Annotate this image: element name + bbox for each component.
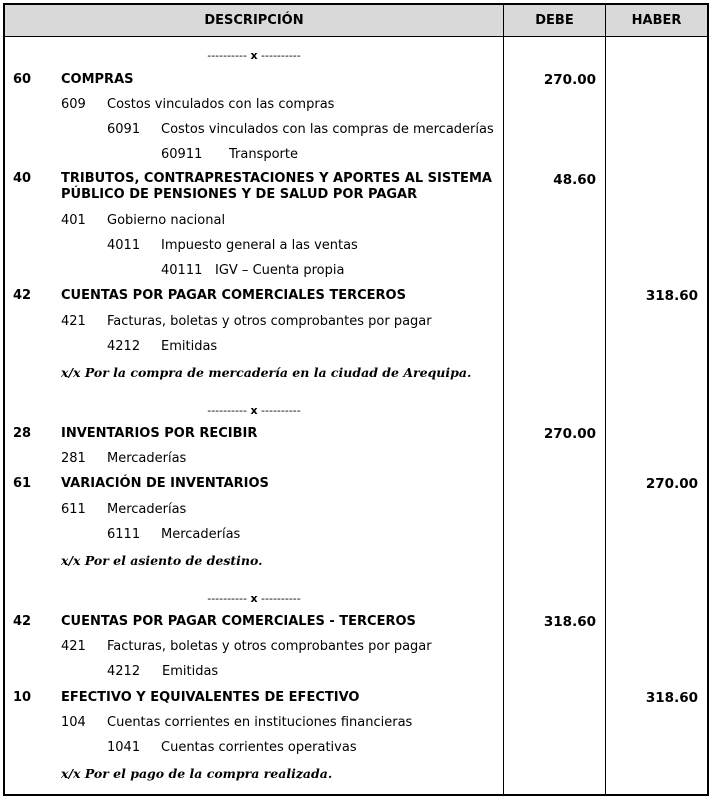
- account-name-line2: PÚBLICO DE PENSIONES Y DE SALUD POR PAGAR: [61, 187, 418, 202]
- journal-body: [5, 5, 707, 794]
- subaccount-name: Costos vinculados con las compras de mercaderías: [161, 122, 494, 137]
- account-code: 42: [13, 288, 32, 303]
- account-name: CUENTAS POR PAGAR COMERCIALES - TERCEROS: [61, 614, 416, 629]
- account-name: EFECTIVO Y EQUIVALENTES DE EFECTIVO: [61, 690, 360, 705]
- subaccount-code: 6111: [107, 527, 141, 542]
- subaccount-code: 401: [61, 213, 86, 228]
- subaccount-name: Facturas, boletas y otros comprobantes por pagar: [107, 639, 432, 654]
- subaccount-name: Mercaderías: [107, 502, 187, 517]
- account-name: INVENTARIOS POR RECIBIR: [61, 426, 258, 441]
- subaccount-name: Emitidas: [162, 664, 219, 679]
- subaccount-code: 104: [61, 715, 86, 730]
- header-haber: HABER: [631, 13, 682, 28]
- haber-amount: 318.60: [645, 690, 698, 706]
- subaccount-name: IGV – Cuenta propia: [215, 263, 345, 278]
- subaccount-code: 1041: [107, 740, 141, 755]
- debe-amount: 48.60: [553, 172, 596, 188]
- subaccount-name: Gobierno nacional: [107, 213, 226, 228]
- subaccount-code: 4212: [107, 664, 141, 679]
- account-name: VARIACIÓN DE INVENTARIOS: [61, 476, 269, 491]
- subaccount-name: Impuesto general a las ventas: [161, 238, 358, 253]
- subaccount-code: 611: [61, 502, 86, 517]
- subaccount-name: Transporte: [229, 147, 298, 162]
- account-code: 60: [13, 72, 32, 87]
- account-name: CUENTAS POR PAGAR COMERCIALES TERCEROS: [61, 288, 406, 303]
- header-debe: DEBE: [535, 13, 574, 28]
- subaccount-code: 421: [61, 639, 86, 654]
- subaccount-code: 40111: [161, 263, 203, 278]
- subaccount-name: Mercaderías: [161, 527, 241, 542]
- subaccount-code: 609: [61, 97, 86, 112]
- debe-amount: 270.00: [543, 426, 596, 442]
- debe-amount: 318.60: [543, 614, 596, 630]
- subaccount-code: 60911: [161, 147, 203, 162]
- debe-amount: 270.00: [543, 72, 596, 88]
- subaccount-name: Facturas, boletas y otros comprobantes por pagar: [107, 314, 432, 329]
- account-code: 28: [13, 426, 32, 441]
- account-code: 42: [13, 614, 32, 629]
- subaccount-code: 281: [61, 451, 86, 466]
- subaccount-name: Cuentas corrientes operativas: [161, 740, 357, 755]
- entry-gloss: x/x Por la compra de mercadería en la ciudad de Arequipa.: [61, 365, 472, 380]
- entry-gloss: x/x Por el pago de la compra realizada.: [61, 766, 333, 781]
- subaccount-name: Mercaderías: [107, 451, 187, 466]
- entry-separator: ---------- x ----------: [207, 592, 301, 605]
- subaccount-code: 6091: [107, 122, 141, 137]
- journal-table: [3, 3, 709, 796]
- account-code: 10: [13, 690, 32, 705]
- subaccount-name: Cuentas corrientes en instituciones financieras: [107, 715, 413, 730]
- subaccount-name: Costos vinculados con las compras: [107, 97, 335, 112]
- subaccount-code: 4212: [107, 339, 141, 354]
- entry-separator: ---------- x ----------: [207, 404, 301, 417]
- subaccount-name: Emitidas: [161, 339, 218, 354]
- account-name: TRIBUTOS, CONTRAPRESTACIONES Y APORTES AL SISTEMA: [61, 171, 492, 186]
- haber-amount: 318.60: [645, 288, 698, 304]
- entry-gloss: x/x Por el asiento de destino.: [61, 553, 263, 568]
- account-code: 40: [13, 171, 32, 186]
- account-name: COMPRAS: [61, 72, 134, 87]
- subaccount-code: 421: [61, 314, 86, 329]
- header-descripcion: DESCRIPCIÓN: [204, 13, 304, 28]
- account-code: 61: [13, 476, 32, 491]
- subaccount-code: 4011: [107, 238, 141, 253]
- haber-amount: 270.00: [645, 476, 698, 492]
- entry-separator: ---------- x ----------: [207, 49, 301, 62]
